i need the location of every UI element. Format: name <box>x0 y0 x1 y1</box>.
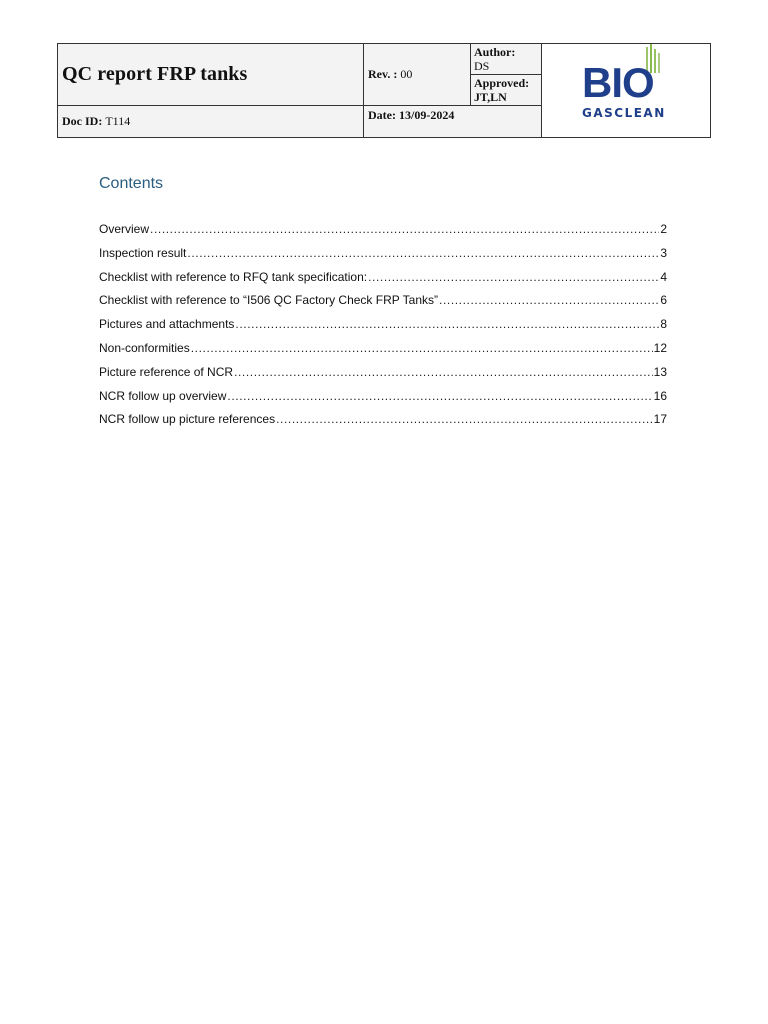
document-header <box>57 43 711 138</box>
toc-leader-dots <box>150 222 659 236</box>
toc-entry-label: Picture reference of NCR <box>99 364 234 379</box>
toc-entry[interactable] <box>99 389 667 413</box>
toc-entry-page: 8 <box>660 317 667 332</box>
approved-value: JT,LN <box>474 90 507 104</box>
toc-entry[interactable] <box>99 222 667 246</box>
toc-entry-page: 16 <box>653 388 667 403</box>
toc-entry-page: 13 <box>653 364 667 379</box>
toc-entry-label: Pictures and attachments <box>99 317 235 332</box>
toc-leader-dots <box>187 246 659 260</box>
document-title: QC report FRP tanks <box>62 63 248 85</box>
toc-leader-dots <box>276 412 653 426</box>
toc-leader-dots <box>227 389 652 403</box>
doc-id-label: Doc ID: <box>62 114 103 128</box>
toc-entry[interactable] <box>99 365 667 389</box>
toc-entry[interactable] <box>99 270 667 294</box>
toc-leader-dots <box>235 317 659 331</box>
toc-leader-dots <box>234 365 653 379</box>
logo-cell <box>542 44 710 137</box>
toc-entry-label: Non-conformities <box>99 340 190 355</box>
revision-value: 00 <box>400 67 413 81</box>
approved-cell <box>471 75 542 106</box>
toc-entry[interactable] <box>99 341 667 365</box>
author-value: DS <box>474 59 490 73</box>
logo-wordmark: BIO <box>582 59 654 106</box>
author-label: Author: <box>474 45 516 59</box>
toc-entry-page: 3 <box>660 245 667 260</box>
toc-entry-page: 6 <box>660 293 667 308</box>
table-of-contents <box>99 222 667 436</box>
toc-entry[interactable] <box>99 246 667 270</box>
approved-label: Approved: <box>474 76 530 90</box>
toc-entry-page: 2 <box>660 222 667 236</box>
toc-entry-label: Checklist with reference to “I506 QC Factory Check FRP Tanks” <box>99 293 439 308</box>
toc-entry-label: NCR follow up overview <box>99 388 227 403</box>
logo-subtext: GASCLEAN <box>582 106 666 120</box>
toc-leader-dots <box>368 270 659 284</box>
toc-entry-label: NCR follow up picture references <box>99 412 276 427</box>
doc-id-cell <box>58 106 364 137</box>
revision-cell <box>364 44 471 106</box>
revision-label: Rev. : <box>368 67 398 81</box>
biogasclean-logo <box>582 44 670 124</box>
toc-entry[interactable] <box>99 293 667 317</box>
doc-id-value: T114 <box>105 114 131 128</box>
toc-entry-page: 12 <box>653 340 667 355</box>
toc-entry-label: Inspection result <box>99 245 187 260</box>
toc-leader-dots <box>439 293 659 307</box>
toc-entry-page: 17 <box>653 412 667 427</box>
toc-entry[interactable] <box>99 412 667 436</box>
title-cell <box>58 44 364 106</box>
date-cell <box>364 106 542 137</box>
document-date: Date: 13/09-2024 <box>368 108 455 122</box>
author-cell <box>471 44 542 75</box>
toc-entry-page: 4 <box>660 269 667 284</box>
toc-entry[interactable] <box>99 317 667 341</box>
toc-entry-label: Checklist with reference to RFQ tank specification: <box>99 269 368 284</box>
toc-entry-label: Overview <box>99 222 150 236</box>
contents-heading: Contents <box>99 175 164 192</box>
toc-leader-dots <box>191 341 653 355</box>
